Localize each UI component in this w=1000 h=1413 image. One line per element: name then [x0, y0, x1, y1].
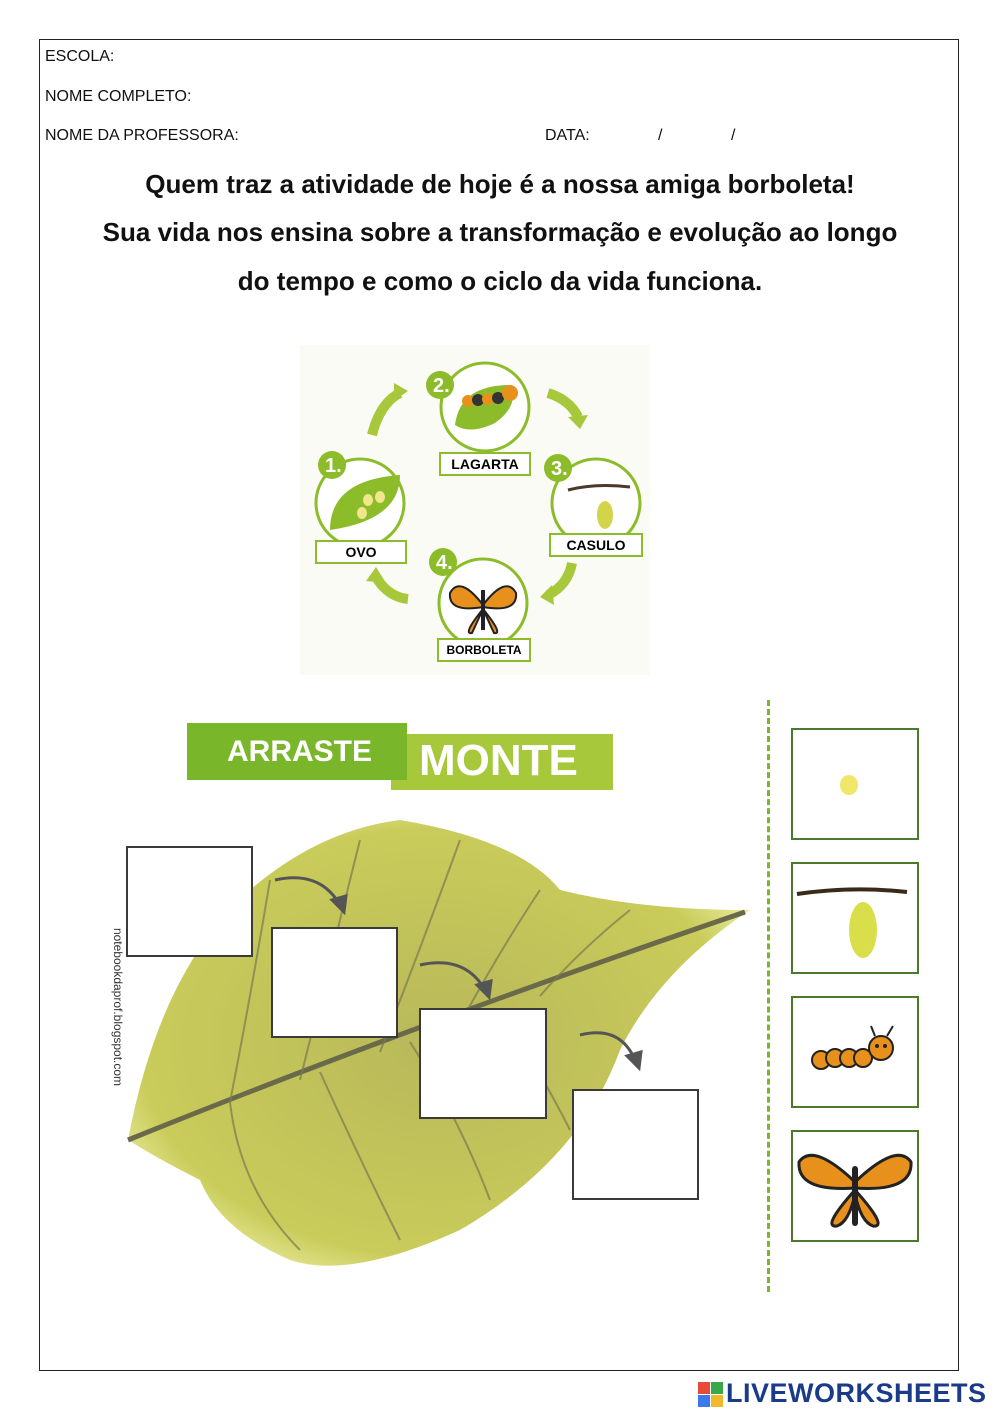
stage-number: 1. — [325, 455, 342, 477]
liveworksheets-logo-icon — [698, 1382, 724, 1408]
chrysalis-icon — [849, 902, 877, 958]
chrysalis-icon — [597, 501, 613, 529]
name-label: NOME COMPLETO: — [45, 88, 192, 105]
drop-slot-3[interactable] — [419, 1008, 547, 1119]
arraste-banner — [187, 723, 407, 780]
date-separator: / — [731, 127, 736, 144]
egg-icon — [357, 507, 367, 519]
piece-caterpillar[interactable] — [791, 996, 919, 1108]
stage-label: OVO — [345, 544, 377, 560]
stage-number: 4. — [436, 552, 453, 574]
date-label: DATA: — [545, 127, 590, 144]
piece-chrysalis[interactable] — [791, 862, 919, 974]
egg-icon — [840, 775, 858, 795]
monte-label: MONTE — [419, 736, 578, 785]
arraste-label: ARRASTE — [227, 735, 373, 768]
branch-icon — [797, 889, 907, 894]
stage-number: 2. — [433, 375, 450, 397]
credit-text: notebookdaprof.blogspot.com — [111, 927, 125, 1087]
egg-icon — [363, 494, 373, 506]
egg-icon — [375, 491, 385, 503]
drop-slot-2[interactable] — [271, 927, 398, 1038]
butterfly-icon — [793, 1132, 917, 1240]
intro-line-3: do tempo e como o ciclo da vida funciona. — [237, 266, 763, 296]
stage-label: BORBOLETA — [446, 643, 522, 657]
piece-butterfly[interactable] — [791, 1130, 919, 1242]
intro-line-2: Sua vida nos ensina sobre a transformação e evolução ao longo — [102, 217, 898, 247]
caterpillar-icon — [793, 998, 917, 1106]
date-separator: / — [658, 127, 663, 144]
intro-line-1: Quem traz a atividade de hoje é a nossa amiga borboleta! — [145, 169, 855, 199]
liveworksheets-brand: LIVEWORKSHEETS — [726, 1378, 987, 1408]
teacher-label: NOME DA PROFESSORA: — [45, 127, 239, 144]
monte-banner — [391, 734, 613, 790]
drop-slot-4[interactable] — [572, 1089, 699, 1200]
school-label: ESCOLA: — [45, 48, 115, 65]
stage-label: CASULO — [566, 537, 626, 553]
stage-number: 3. — [551, 458, 568, 480]
drop-slot-1[interactable] — [126, 846, 253, 957]
piece-egg[interactable] — [791, 728, 919, 840]
divider-line — [767, 700, 770, 1292]
life-cycle-diagram — [300, 345, 650, 675]
stage-label: LAGARTA — [451, 456, 519, 472]
